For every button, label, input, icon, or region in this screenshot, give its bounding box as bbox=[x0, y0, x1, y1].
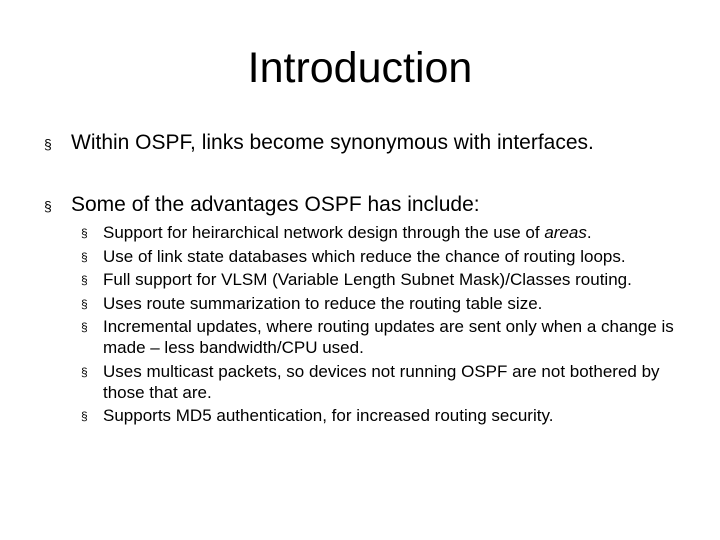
bullet-text: Some of the advantages OSPF has include: bbox=[71, 193, 480, 216]
sub-bullet-text: Uses multicast packets, so devices not running OSPF are not bothered by those that are. bbox=[103, 361, 660, 402]
sub-bullet-link-state bbox=[81, 246, 691, 267]
sub-bullet-text: Uses route summarization to reduce the routing table size. bbox=[103, 293, 543, 313]
sub-bullet-text: Support for heirarchical network design through the use of bbox=[103, 223, 545, 242]
sub-bullet-marker: § bbox=[81, 364, 88, 379]
sub-bullet-multicast bbox=[81, 361, 691, 403]
sub-bullet-vlsm bbox=[81, 269, 691, 290]
sub-bullet-emphasis: areas bbox=[544, 223, 587, 242]
advantages-list bbox=[81, 222, 691, 429]
bullet-links-interfaces bbox=[44, 130, 694, 156]
slide-title: Introduction bbox=[247, 44, 473, 92]
sub-bullet-suffix: . bbox=[586, 223, 592, 242]
sub-bullet-marker: § bbox=[81, 409, 88, 423]
sub-bullet-hierarchical bbox=[81, 222, 691, 243]
sub-bullet-summarization bbox=[81, 293, 691, 314]
sub-bullet-text: Use of link state databases which reduce the chance of routing loops. bbox=[103, 246, 626, 266]
sub-bullet-text: Full support for VLSM (Variable Length Subnet Mask)/Classes routing. bbox=[103, 270, 632, 289]
sub-bullet-md5 bbox=[81, 405, 691, 426]
sub-bullet-text: Supports MD5 authentication, for increased routing security. bbox=[103, 406, 554, 425]
bullet-advantages bbox=[44, 192, 694, 218]
bullet-marker: § bbox=[44, 198, 52, 214]
sub-bullet-marker: § bbox=[81, 226, 88, 240]
sub-bullet-marker: § bbox=[81, 320, 88, 334]
bullet-marker: § bbox=[44, 136, 52, 152]
bullet-text: Within OSPF, links become synonymous with interfaces. bbox=[71, 131, 594, 154]
sub-bullet-marker: § bbox=[81, 249, 88, 264]
sub-bullet-marker: § bbox=[81, 273, 88, 287]
sub-bullet-incremental bbox=[81, 316, 691, 358]
sub-bullet-marker: § bbox=[81, 296, 88, 311]
sub-bullet-text: Incremental updates, where routing updates are sent only when a change is made – less bandwidth/CPU used. bbox=[103, 317, 674, 357]
